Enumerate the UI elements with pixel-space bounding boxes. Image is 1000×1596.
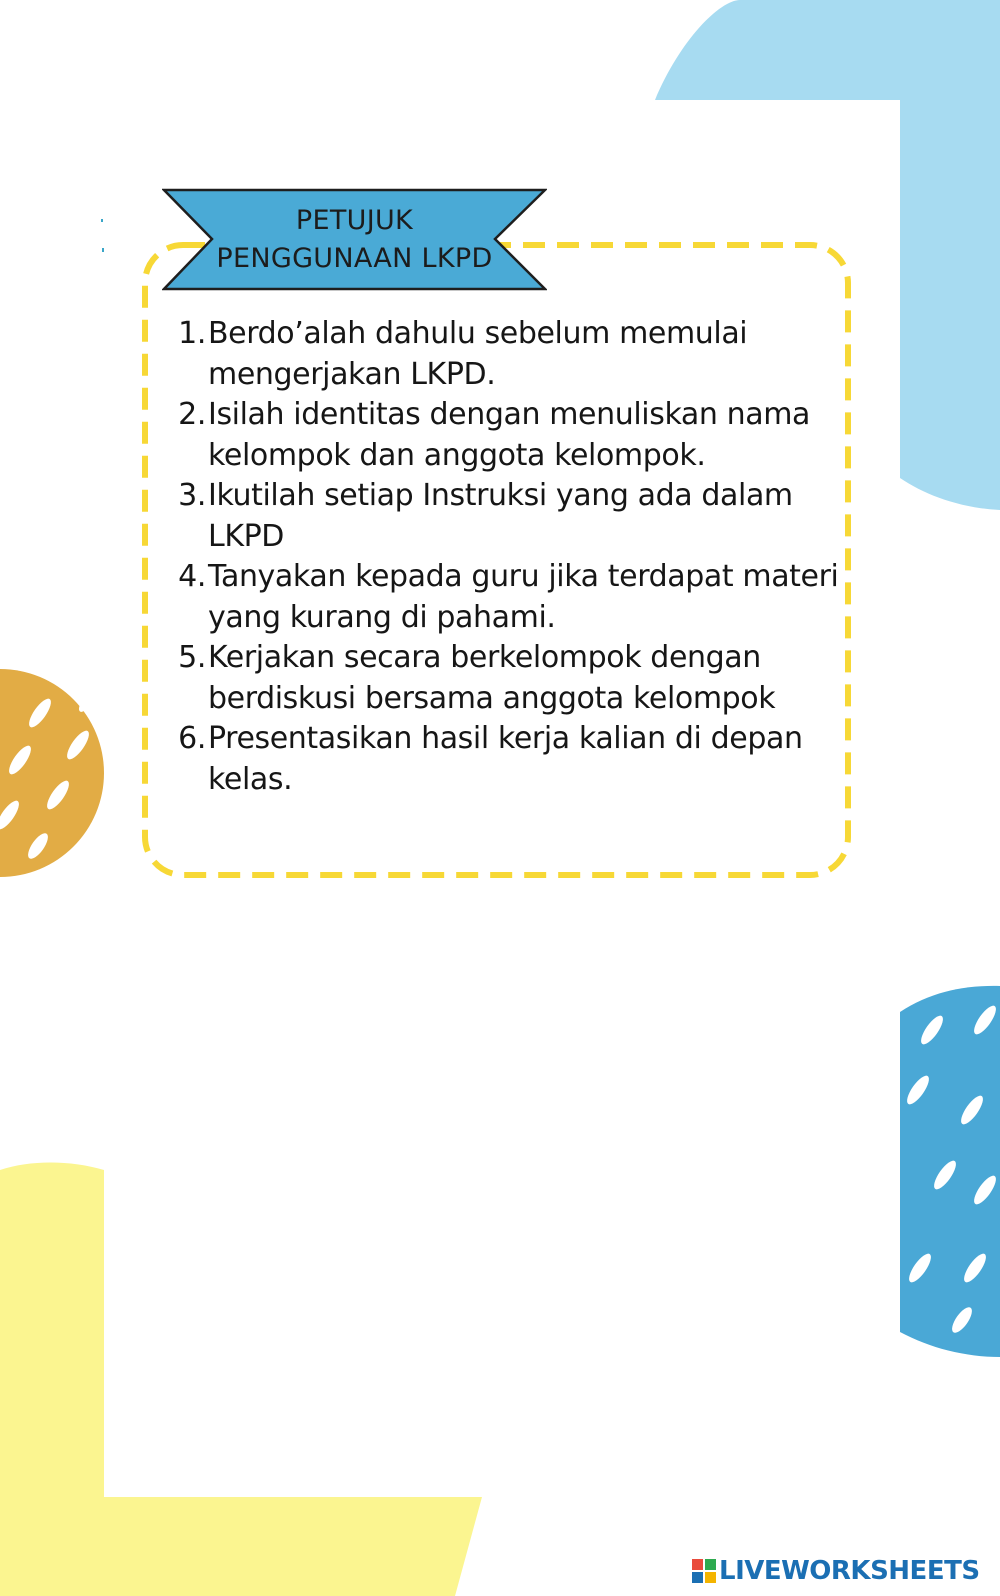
liveworksheets-mark-icon: [692, 1559, 716, 1583]
yellow-blob: [0, 1163, 482, 1596]
item-text: Tanyakan kepada guru jika terdapat materi yang kurang di pahami.: [208, 559, 839, 635]
orange-raindrop-circle: [0, 669, 104, 877]
item-text: Presentasikan hasil kerja kalian di depan kelas.: [208, 721, 803, 797]
speck: [101, 219, 103, 222]
title-line-1: PETUJUK: [295, 205, 414, 236]
instruction-list: [176, 314, 846, 800]
page-title: [162, 202, 547, 278]
item-number: 6.: [178, 721, 206, 756]
item-text: Ikutilah setiap Instruksi yang ada dalam LKPD: [208, 478, 793, 554]
item-text: Kerjakan secara berkelompok dengan berdiskusi bersama anggota kelompok: [208, 640, 776, 716]
title-line-2: PENGGUNAAN LKPD: [216, 243, 493, 274]
blue-raindrop-circle: [900, 986, 1000, 1357]
item-text: Berdo’alah dahulu sebelum memulai mengerjakan LKPD.: [208, 316, 748, 392]
item-number: 5.: [178, 640, 206, 675]
heading-ribbon: [162, 188, 547, 294]
list-item: [176, 719, 846, 800]
item-number: 2.: [178, 397, 206, 432]
liveworksheets-wordmark: LIVEWORKSHEETS: [719, 1556, 980, 1586]
list-item: [176, 395, 846, 476]
item-number: 1.: [178, 316, 206, 351]
item-text: Isilah identitas dengan menuliskan nama kelompok dan anggota kelompok.: [208, 397, 811, 473]
list-item: [176, 314, 846, 395]
list-item: [176, 476, 846, 557]
list-item: [176, 557, 846, 638]
list-item: [176, 638, 846, 719]
item-number: 4.: [178, 559, 206, 594]
item-number: 3.: [178, 478, 206, 513]
speck: [102, 248, 104, 252]
liveworksheets-logo: [692, 1555, 980, 1587]
